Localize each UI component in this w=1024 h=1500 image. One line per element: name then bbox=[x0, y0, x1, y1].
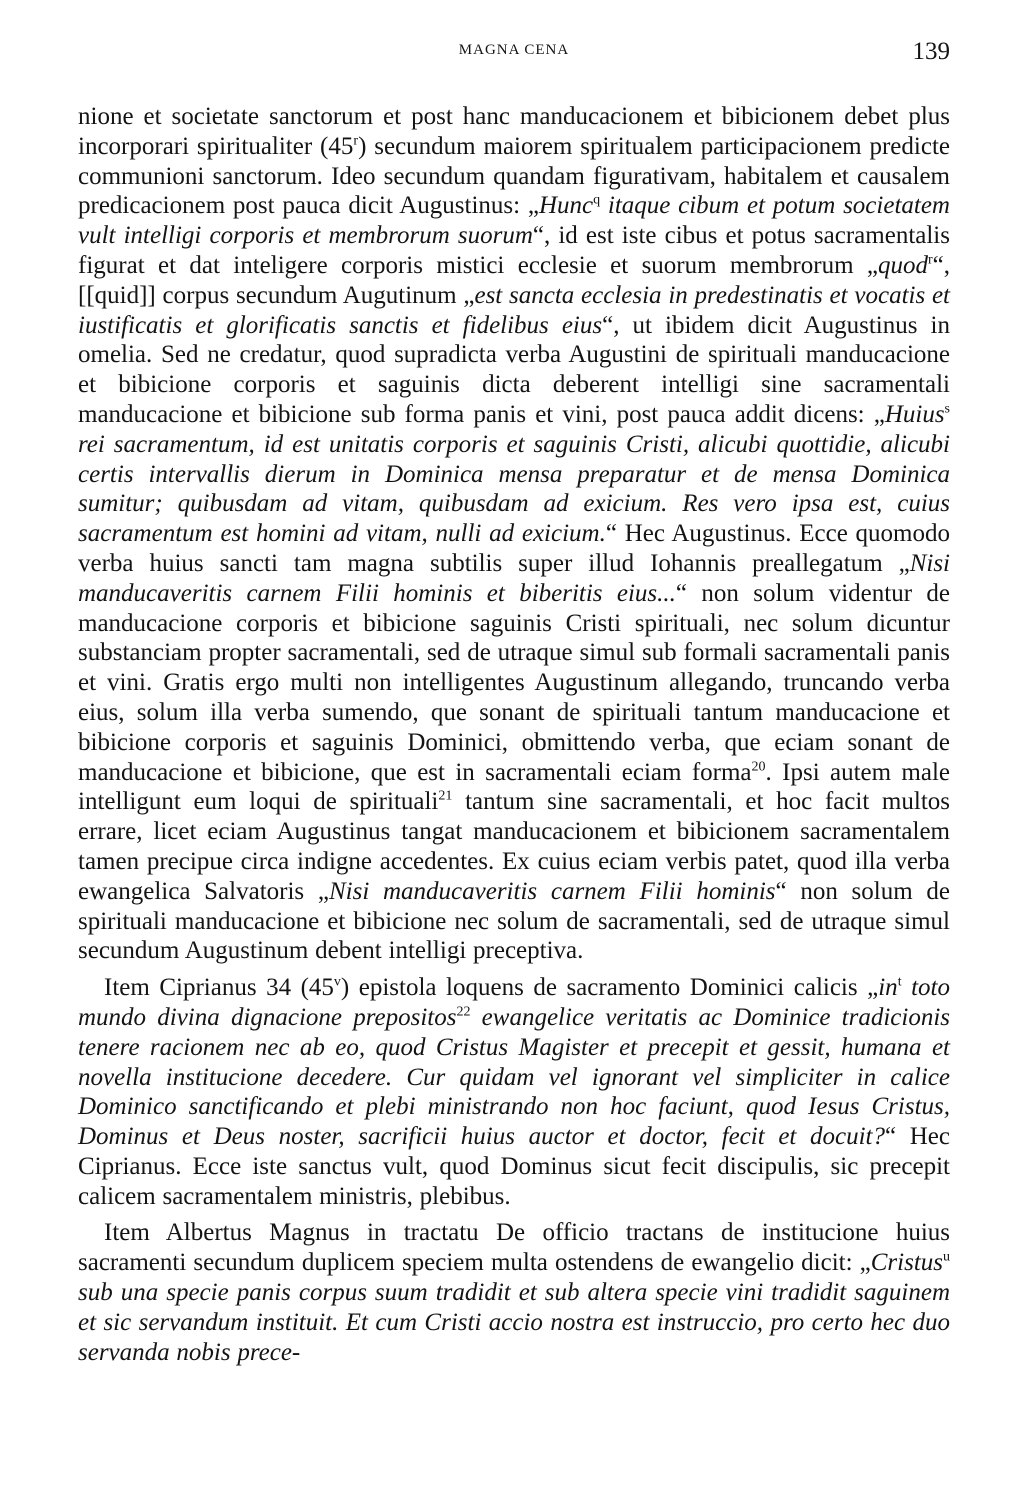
text-run: “, id est iste cibus et potus sacramentalis figurat et dat inteligere corporis mistici ecclesie et suorum membrorum „ bbox=[78, 222, 950, 279]
italic-quotation: ewangelice veritatis ac Dominice tradicionis tenere racionem nec ab eo, quod Cristus Magister et precepit et gessit, humana et novella institucione decedere. Cur quidam vel ignorant vel simpliciter in calice Dominico sanctificando et plebi ministrando non hoc faciunt, quod Iesus Cristus, Dominus et Deus noster, sacrificii huius auctor et doctor, fecit et docuit? bbox=[78, 1003, 951, 1151]
note-marker: r bbox=[353, 133, 359, 149]
text-run: “, [[quid]] corpus secundum Augutinum „ bbox=[78, 251, 950, 309]
italic-quotation: Nisi manducaveritis carnem Filii hominis bbox=[328, 877, 776, 905]
italic-quotation: sub una specie panis corpus suum tradidit et sub altera specie vini tradidit saguinem et sic servandum instituit. Et cum Cristi accio nostra est instruccio, pro certo hec duo servanda nobis prece- bbox=[78, 1279, 950, 1366]
text-run: ) secundum maiorem spiritualem participacionem predicte communioni sanctorum. Ideo secundum quandam figurativam, habitalem et causalem predicacionem post pauca dicit Augustinus: „ bbox=[78, 132, 950, 220]
note-marker: u bbox=[943, 1249, 950, 1265]
italic-quotation: rei sacramentum, id est unitatis corporis et saguinis Cristi, alicubi quottidie, alicubi certis intervallis dierum in Dominica mensa preparatur et de mensa Dominica sumitur; quibusdam ad vitam, quibusdam ad exicium. Res vero ipsa est, cuius sacramentum est homini ad vitam, nulli ad exicium. bbox=[78, 430, 950, 548]
paragraph bbox=[78, 1218, 950, 1367]
note-marker: 21 bbox=[438, 789, 453, 804]
note-marker: s bbox=[944, 401, 950, 417]
italic-quotation: Cristus bbox=[870, 1249, 943, 1277]
italic-quotation: Hunc bbox=[538, 192, 594, 220]
italic-quotation: in bbox=[878, 974, 898, 1002]
text-run: Item Albertus Magnus in tractatu De officio tractans de institucione huius sacramenti secundum duplicem speciem multa ostendens de ewangelio dicit: „ bbox=[78, 1219, 950, 1277]
italic-quotation: Huius bbox=[884, 400, 945, 428]
text-run: “ non solum de spirituali manducacione et bibicione nec solum de sacramentali, sed de utraque simul secundum Augustinum debent intelligi preceptiva. bbox=[78, 877, 951, 965]
text-run: Item Ciprianus 34 (45 bbox=[104, 974, 334, 1002]
body-text bbox=[78, 102, 950, 1367]
note-marker: 20 bbox=[751, 759, 766, 775]
text-run: ) epistola loquens de sacramento Dominici calicis „ bbox=[340, 974, 879, 1002]
page-number: 139 bbox=[912, 38, 950, 65]
paragraph bbox=[78, 102, 950, 966]
italic-quotation: quod bbox=[877, 251, 928, 279]
paragraph bbox=[78, 973, 950, 1211]
running-title: MAGNA CENA bbox=[458, 42, 570, 58]
italic-quotation: est sancta ecclesia in predestinatis et vocatis et iustificatis et glorificatis sanctis et fidelibus eius bbox=[78, 281, 951, 339]
text-run: tantum sine sacramentali, et hoc facit multos errare, licet eciam Augustinus tangat manducacionem et bibicionem sacramentalem tamen precipue circa indigne accedentes. Ex cuius eciam verbis patet, quod illa verba ewangelica Salvatoris „ bbox=[78, 788, 951, 905]
text-run: . Ipsi autem male intelligunt eum loqui de spirituali bbox=[78, 758, 951, 816]
italic-quotation: toto mundo divina dignacione prepositos bbox=[78, 974, 950, 1031]
text-run: “ Hec Augustinus. Ecce quomodo verba huius sancti tam magna subtilis super illud Iohannis preallegatum „ bbox=[78, 520, 950, 577]
text-run: “ non solum videntur de manducacione corporis et bibicione saguinis Cristi spirituali, nec solum dicuntur substanciam propter sacramentali, sed de utraque simul sub formali sacramentali panis et vini. Gratis ergo multi non intelligentes Augustinum allegando, truncando verba eius, solum illa verba sumendo, que sonant de spirituali tantum manducacione et bibicione corporis et saguinis Dominici, obmittendo verba, que eciam sonant de manducacione et bibicione, que est in sacramentali eciam forma bbox=[78, 579, 950, 786]
text-run: “, ut ibidem dicit Augustinus in omelia. Sed ne credatur, quod supradicta verba Augustini de spirituali manducacione et bibicione corporis et saguinis dicta deberent intelligi sine sacramentali manducacione et bibicione sub forma panis et vini, post pauca addit dicens: „ bbox=[78, 311, 950, 428]
note-marker: 22 bbox=[456, 1004, 471, 1020]
running-head bbox=[78, 38, 950, 72]
italic-quotation: itaque cibum et potum societatem vult intelligi corporis et membrorum suorum bbox=[78, 192, 950, 250]
text-run: “ Hec Ciprianus. Ecce iste sanctus vult, quod Dominus sicut fecit discipulis, sic precepit calicem sacramentalem ministris, plebibus. bbox=[78, 1123, 950, 1210]
note-marker: q bbox=[593, 193, 601, 209]
note-marker: t bbox=[897, 974, 902, 990]
text-run: nione et societate sanctorum et post hanc manducacionem et bibicionem debet plus incorporari spiritualiter (45 bbox=[78, 103, 950, 160]
italic-quotation: Nisi manducaveritis carnem Filii hominis et biberitis eius... bbox=[78, 549, 950, 607]
note-marker: v bbox=[333, 974, 341, 990]
book-page bbox=[78, 38, 950, 1367]
note-marker: r bbox=[927, 252, 933, 268]
